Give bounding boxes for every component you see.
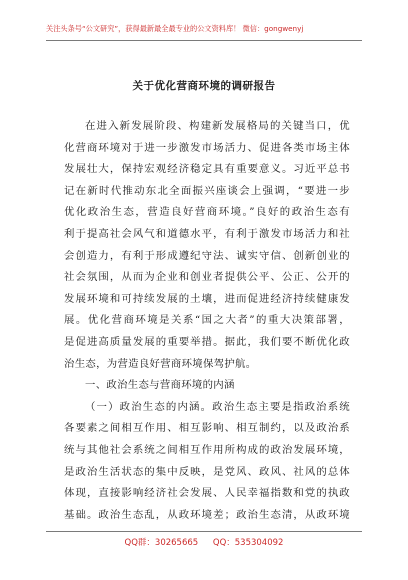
body-line: 优化政治生态，营造良好营商环境。”良好的政治生态有: [64, 206, 350, 219]
header-divider: [46, 40, 362, 41]
footer-qq-group: QQ群：30265665: [124, 538, 199, 548]
footer-divider: [46, 531, 362, 532]
body-line: 统与其他社会系统之间相互作用所构成的政治发展环境，: [64, 443, 350, 456]
body-line: 是促进高质量发展的重要举措。据此，我们要不断优化政: [64, 335, 350, 348]
body-line: 展。优化营商环境是关系“国之大者”的重大决策部署，: [64, 314, 350, 327]
body-line: 化营商环境对于进一步激发市场活力、促进各类市场主体: [64, 141, 350, 154]
body-line: 是政治生活状态的集中反映，是党风、政风、社风的总体: [64, 465, 350, 478]
body-line: 基础。政治生态乱，从政环境差；政治生态清，从政环境: [64, 508, 350, 521]
body-line: 各要素之间相互作用、相互影响、相互制约，以及政治系: [64, 422, 350, 435]
document-body: [64, 116, 350, 526]
body-line: 体现，直接影响经济社会发展、人民幸福指数和党的执政: [64, 487, 350, 500]
body-line: 社会氛围，从而为企业和创业者提供公平、公正、公开的: [64, 271, 350, 284]
body-line: 发展壮大，保持宏观经济稳定具有重要意义。习近平总书: [64, 163, 350, 176]
document-title: 关于优化营商环境的调研报告: [132, 80, 276, 92]
section-heading: 一、政治生态与营商环境的内涵: [85, 379, 235, 392]
body-line: 发展环境和可持续发展的土壤，进而促进经济持续健康发: [64, 292, 350, 305]
footer-contact: [0, 536, 408, 548]
body-line: 会创造力，有利于形成遵纪守法、诚实守信、创新创业的: [64, 249, 350, 262]
body-line: 治生态，为营造良好营商环境保驾护航。: [64, 357, 257, 370]
footer-qq: QQ：535304092: [212, 538, 284, 548]
header-banner: 关注头条号“公文研究”，获得最新最全最专业的公文资料库！ 微信：gongwenyj: [46, 24, 304, 33]
body-line: 利于提高社会风气和道德水平，有利于激发市场活力和社: [64, 227, 350, 240]
body-line: 记在新时代推动东北全面振兴座谈会上强调，“要进一步: [64, 184, 350, 197]
body-line: （一）政治生态的内涵。政治生态主要是指政治系统: [85, 400, 350, 413]
body-line: 在进入新发展阶段、构建新发展格局的关键当口，优: [85, 120, 350, 132]
